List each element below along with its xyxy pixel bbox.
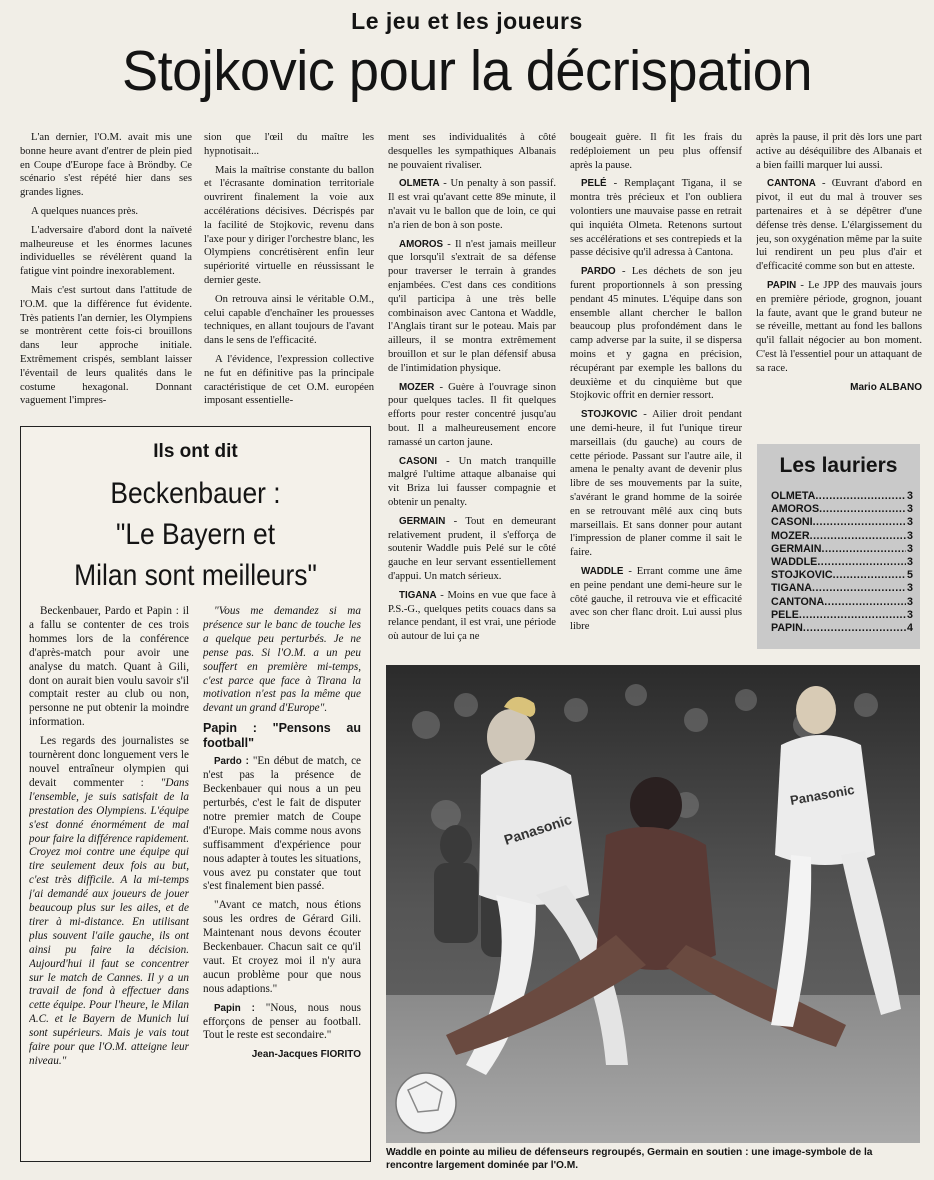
article-col-3 xyxy=(388,131,556,653)
article-col-4 xyxy=(570,131,742,653)
quotes-box xyxy=(20,426,371,1162)
paragraph: Pardo : "En début de match, ce n'est pas la présence de Beckenbauer qui nous a un peu perturbés, c'est le fait de disputer notre premier match de Coupe d'Europe. Mais comme nous avons suffisamment d'expérience pour nous adapter à toutes les situations, vous avez pu constater que tout s'est finalement bien passé. xyxy=(203,755,361,893)
player-tigana: TIGANA - Moins en vue que face à P.S.-G., quelques petits couacs dans sa relance pendant, il est vrai, une période où autour de lui ça ne xyxy=(388,589,556,643)
paragraph: Mais c'est surtout dans l'attitude de l'O.M. que la différence fut évidente. Très patients l'an dernier, les Olympiens se montrèrent cette fois-ci brouillons dans leur approche initiale. Extrêmement crispés, semblant laisser l'éventail de leurs qualités dans le costume hexagonal. Donnant vaguement l'impres- xyxy=(20,284,192,407)
player-pardo: PARDO - Les déchets de son jeu furent proportionnels à son pressing pendant 45 minutes. L'équipe dans son ensemble allant chercher le ballon beaucoup plus profondément dans le camp adverse par la suite, il se dispersa moins et y gagna en précision, récupérant par exemple les ballons du deuxième et du cinquième but que Stojkovic offrit en dernier ressort. xyxy=(570,266,742,402)
box-title xyxy=(42,473,349,596)
box-col-left xyxy=(29,605,189,1157)
box-title-line: Beckenbauer : xyxy=(110,477,281,510)
laurel-row: CANTONA ..... 3 xyxy=(771,596,913,609)
laurel-row: CASONI ..... 3 xyxy=(771,516,913,529)
author-signature: Mario ALBANO xyxy=(850,381,922,393)
player-mozer: MOZER - Guère à l'ouvrage sinon pour quelques tacles. Il fit quelques efforts pour rester concentré jusqu'au bout. Il a malheureusement encore ramassé un carton jaune. xyxy=(388,381,556,448)
player-stojkovic: STOJKOVIC - Ailier droit pendant une demi-heure, il fut l'unique tireur marseillais (du gauche) au cours de cette période. Passant sur l'autre aile, il amena le penalty avant de devenir plus libre de ses mouvements par la suite, s'avérant le grand homme de la soirée en se retrouvant mêlé aux cinq buts marseillais. Et sans donner pour autant l'impression de planer comme il sait le faire. xyxy=(570,409,742,559)
match-photo xyxy=(386,665,920,1143)
box-col-right xyxy=(203,605,361,1157)
paragraph: bougeait guère. Il fit les frais du redéploiement un peu plus offensif après la pause. xyxy=(570,132,742,171)
laurel-row: PAPIN ..... 4 xyxy=(771,622,913,635)
paragraph: Mais la maîtrise constante du ballon et l'écrasante domination territoriale ouvrirent finalement la voie aux accélérations décisives. Décrispés par la facilité de Stojkovic, revenu dans l'axe pour y diriger l'orchestre blanc, les Olympiens concrétisèrent enfin leur supériorité virtuelle en réussissant le dernier geste. xyxy=(204,164,374,286)
player-pele: PELÉ - Remplaçant Tigana, il se montra très précieux et l'on oubliera volontiers une mauvaise passe en retrait qui inquiéta Olmeta. Retenons surtout ses accélérations et ses contrepieds et la passe décisive qu'il adressa à Cantona. xyxy=(570,178,742,259)
laurel-row: PELE ..... 3 xyxy=(771,609,913,622)
laurel-row: TIGANA ..... 3 xyxy=(771,582,913,595)
box-subhead: Papin : "Pensons au football" xyxy=(203,721,361,751)
section-kicker: Le jeu et les joueurs xyxy=(351,8,583,34)
headline: Stojkovic pour la décrispation xyxy=(121,39,813,103)
photo-illustration xyxy=(386,665,920,1143)
player-waddle: WADDLE - Errant comme une âme en peine pendant une demi-heure sur le côté gauche, il retrouva vie et efficacité avec son cher flanc droit. Lui aussi plus libre xyxy=(570,565,742,633)
box-signature: Jean-Jacques FIORITO xyxy=(251,1049,361,1061)
laurel-row: STOJKOVIC ..... 5 xyxy=(771,569,913,582)
jersey-sponsor: Panasonic xyxy=(501,810,574,848)
paragraph: "Vous me demandez si ma présence sur le banc de touche les a quelque peu perturbés. Je ne pense pas. Si l'O.M. a un peu souffert en première mi-temps, c'est parce que face à Tirana la motivation n'est pas la même que devant un grand d'Europe". xyxy=(203,605,361,715)
box-kicker: Ils ont dit xyxy=(153,441,238,462)
player-germain: GERMAIN - Tout en demeurant relativement prudent, il s'efforça de soutenir Waddle puis Pelé sur le côté gauche en leur servant essentiellement d'appui. Un match sérieux. xyxy=(388,515,556,582)
paragraph: sion que l'œil du maître les hypnotisait... xyxy=(204,132,374,157)
player-amoros: AMOROS - Il n'est jamais meilleur que lorsqu'il s'extrait de sa défense pour traverser le terrain à grandes enjambées. C'est dans ces conditions qu'il participa à une très belle combinaison avec Cantona et Waddle, l'Anglais tirant sur le poteau. Mais par ailleurs, il se montra extrêmement brouillon et sur le plan défensif abusa de l'intimidation physique. xyxy=(388,238,556,374)
paragraph: Les regards des journalistes se tournèrent donc longuement vers le nouvel entraîneur olympien qui devait commenter : "Dans l'ensemble, je suis satisfait de la prestation des Olympiens. L'équipe s'est donné énormément de mal pour faire la différence rapidement. Croyez moi contre une équipe qui tire seulement deux fois au but, c'est très difficile. A la mi-temps j'ai demandé aux joueurs de jouer beaucoup plus sur les ailes, et de tirer à mi-distance. En utilisant plus souvent l'aile gauche, ils ont ainsi pu faire la décision. Aujourd'hui il faut se concentrer sur le match de Cannes. Il y a un travail de fond à effectuer dans cette équipe. Pour l'heure, le Milan A.C. et le Bayern de Munich lui sont supérieurs. Mais je vais tout faire pour que l'O.M. atteigne leur niveau." xyxy=(29,735,189,1067)
laurel-row: GERMAIN ..... 3 xyxy=(771,543,913,556)
paragraph: On retrouva ainsi le véritable O.M., celui capable d'enchaîner les prouesses techniques, en allant toujours de l'avant dans le sens de l'efficacité. xyxy=(204,293,374,347)
article-col-1 xyxy=(20,131,192,416)
laurel-row: OLMETA ..... 3 xyxy=(771,490,913,503)
jersey-sponsor-2: Panasonic xyxy=(788,781,856,808)
laurel-row: WADDLE ..... 3 xyxy=(771,556,913,569)
paragraph: après la pause, il prit dès lors une part active au déséquilibre des Albanais et a bien failli marquer lui aussi. xyxy=(756,132,922,171)
paragraph: L'adversaire d'abord dont la naïveté malheureuse et les énormes lacunes individuelles se révélèrent quand la fatigue vint poindre inexorablement. xyxy=(20,224,192,278)
player-casoni: CASONI - Un match tranquille malgré l'ultime attaque albanaise qui vit Briza lui fausser compagnie et obtenir un penalty. xyxy=(388,455,556,508)
player-olmeta: OLMETA - Un penalty à son passif. Il est vrai qu'avant cette 89e minute, il n'avait vu le ballon que de loin, ce qui n'a rien de bon à son poste. xyxy=(388,178,556,231)
player-cantona: CANTONA - Œuvrant d'abord en pivot, il eut du mal à trouver ses partenaires et à se dépêtrer d'une défense très dense. L'élargissement du jeu, son oxygénation même par la suite lui rendirent un peu plus d'air et d'efficacité comme son but en atteste. xyxy=(756,178,922,273)
laurels-title: Les lauriers xyxy=(779,454,898,477)
paragraph: L'an dernier, l'O.M. avait mis une bonne heure avant d'entrer de plein pied en Coupe d'Europe face à Bröndby. Ce scénario s'est répété hier dans ses grandes lignes. xyxy=(20,132,192,199)
paragraph: A quelques nuances près. xyxy=(31,205,139,217)
paragraph: "Avant ce match, nous étions sous les ordres de Gérard Gili. Maintenant nous devons écouter Beckenbauer. Chacun sait ce qu'il vaut. Et croyez moi il n'y aura aucun problème pour que nous nous adaptions." xyxy=(203,899,361,995)
paragraph: Papin : "Nous, nous nous efforçons de penser au football. Tout le reste est secondaire." xyxy=(203,1001,361,1042)
photo-caption: Waddle en pointe au milieu de défenseurs regroupés, Germain en soutien : une image-symbole de la rencontre largement dominée par l'O.M. xyxy=(386,1147,873,1171)
article-col-5 xyxy=(756,131,922,431)
laurel-row: MOZER ..... 3 xyxy=(771,530,913,543)
box-title-line: "Le Bayern et xyxy=(115,518,276,551)
player-papin: PAPIN - Le JPP des mauvais jours en première période, grognon, jouant la faute, avant que le grand buteur ne se réveille, mettant au fond les ballons qu'il fallait négocier au bon moment. C'est là l'essentiel pour un attaquant de sa race. xyxy=(756,279,922,374)
laurels-list xyxy=(771,490,913,635)
paragraph: A l'évidence, l'expression collective ne fut en définitive pas la principale caractéristique de cet O.M. européen imposant essentielle- xyxy=(204,353,374,407)
laurel-row: AMOROS ..... 3 xyxy=(771,503,913,516)
paragraph: Beckenbauer, Pardo et Papin : il a fallu se contenter de ces trois hommes lors de la conférence d'après-match pour avoir une analyse du match. Quant à Gili, dont on aurait bien voulu savoir s'il comptait rester au club ou non, personne ne put obtenir la moindre information. xyxy=(29,605,189,729)
box-title-line: Milan sont meilleurs" xyxy=(74,559,317,592)
paragraph: ment ses individualités à côté desquelles les sympathiques Albanais ne pouvaient rivaliser. xyxy=(388,132,556,171)
laurels-box xyxy=(757,444,920,649)
article-col-2 xyxy=(204,131,374,416)
